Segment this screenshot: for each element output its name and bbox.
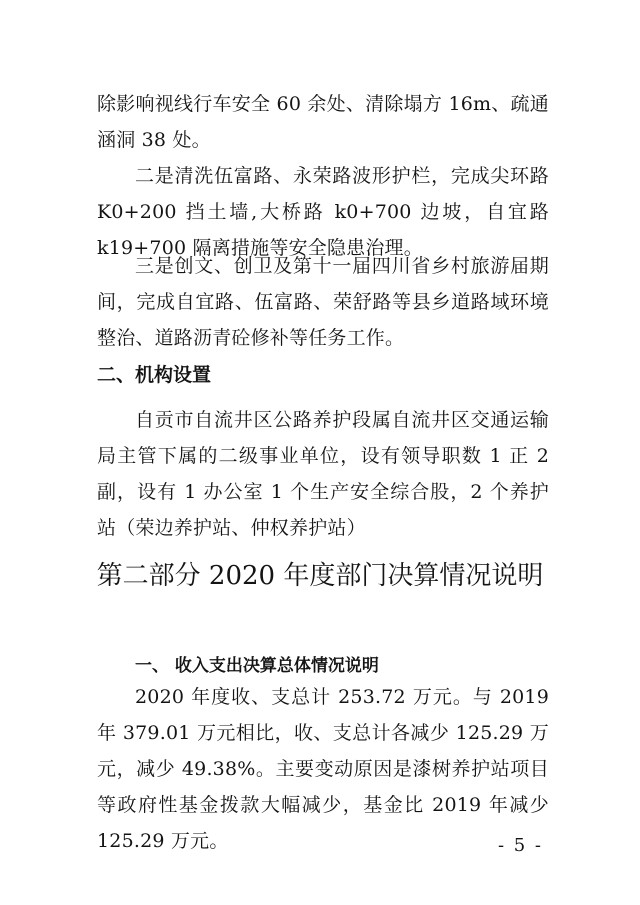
page-number: - 5 - (497, 835, 543, 856)
sub-heading-income-expenditure: 一、 收入支出决算总体情况说明 (135, 656, 379, 676)
paragraph-continuation: 除影响视线行车安全 60 余处、清除塌方 16m、疏通涵洞 38 处。 (97, 93, 549, 151)
part-title: 第二部分 2020 年度部门决算情况说明 (96, 561, 544, 591)
paragraph-income-expenditure: 2020 年度收、支总计 253.72 万元。与 2019 年 379.01 万元相比，收、支总计各减少 125.29 万元，减少 49.38%。主要变动原因是漆树养护站项目等政府性基金拨款大幅减少，基金比 2019 年减少 125.29 万元。 (97, 686, 549, 852)
paragraph-item-two: 二是清洗伍富路、永荣路波形护栏，完成尖环路 K0+200 挡土墙,大桥路 k0+700 边坡，自宜路 k19+700 隔离措施等安全隐患治理。 (97, 165, 549, 259)
paragraph-item-three: 三是创文、创卫及第十一届四川省乡村旅游届期间，完成自宜路、伍富路、荣舒路等县乡道路域环境整治、道路沥青砼修补等任务工作。 (97, 255, 549, 349)
paragraph-organization: 自贡市自流井区公路养护段属自流井区交通运输局主管下属的二级事业单位，设有领导职数 1 正 2 副，设有 1 办公室 1 个生产安全综合股，2 个养护站（荣边养护站、仲权养护站） (97, 409, 549, 539)
section-heading-organization: 二、机构设置 (97, 364, 212, 386)
